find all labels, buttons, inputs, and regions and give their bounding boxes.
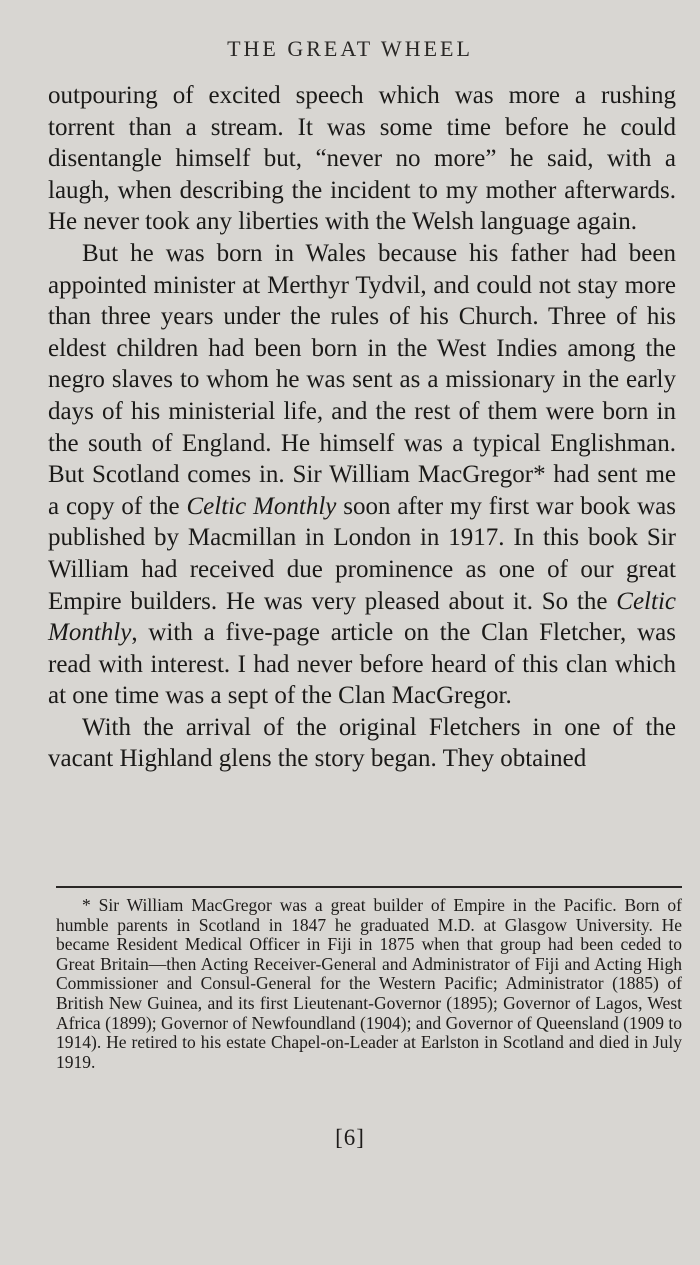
paragraph-1: outpouring of excited speech which was more a rushing torrent than a stream. It was some time before he could disentangle himself but, “never no more” he said, with a laugh, when describing the incident to my mother afterwards. He never took any liberties with the Welsh language again. [48,82,676,236]
paragraph-2-part-b: soon after my first war book was published by Macmillan in London in 1917. In this book Sir William had received due prominence as one of our great Empire builders. He was very pleased about it. So the [48,492,676,615]
paragraph-3: With the arrival of the original Fletchers in one of the vacant Highland glens the story began. They obtained [48,713,676,773]
footnote-rule [56,886,682,888]
celtic-monthly-title-2: Celtic Monthly [48,587,676,647]
footnote [56,896,682,1072]
paragraph-2 [48,238,676,712]
running-head: THE GREAT WHEEL [227,36,473,61]
paragraph-2-part-c: , with a five-page article on the Clan Fletcher, was read with interest. I had never before heard of this clan which at one time was a sept of the Clan MacGregor. [48,619,676,710]
page-number: [6] [335,1125,365,1150]
paragraph-2-part-a: But he was born in Wales because his father had been appointed minister at Merthyr Tydvil, and could not stay more than three years under the rules of his Church. Three of his eldest children had been born in the West Indies among the negro slaves to whom he was sent as a missionary in the early days of his ministerial life, and the rest of them were born in the south of England. He himself was a typical Englishman. But Scotland comes in. Sir William MacGregor* had sent me a copy of the [48,239,676,520]
body-text [48,80,676,775]
footnote-text: * Sir William MacGregor was a great builder of Empire in the Pacific. Born of humble parents in Scotland in 1847 he graduated M.D. at Glasgow University. He became Resident Medical Officer in Fiji in 1875 when that group had been ceded to Great Britain—then Acting Receiver-General and Administrator of Fiji and Acting High Commissioner and Consul-General for the Western Pacific; Administrator (1885) of British New Guinea, and its first Lieutenant-Governor (1895); Governor of Lagos, West Africa (1899); Governor of Newfoundland (1904); and Governor of Queensland (1909 to 1914). He retired to his estate Chapel-on-Leader at Earlston in Scotland and died in July 1919. [56,895,682,1072]
celtic-monthly-title-1: Celtic Monthly [186,492,337,520]
